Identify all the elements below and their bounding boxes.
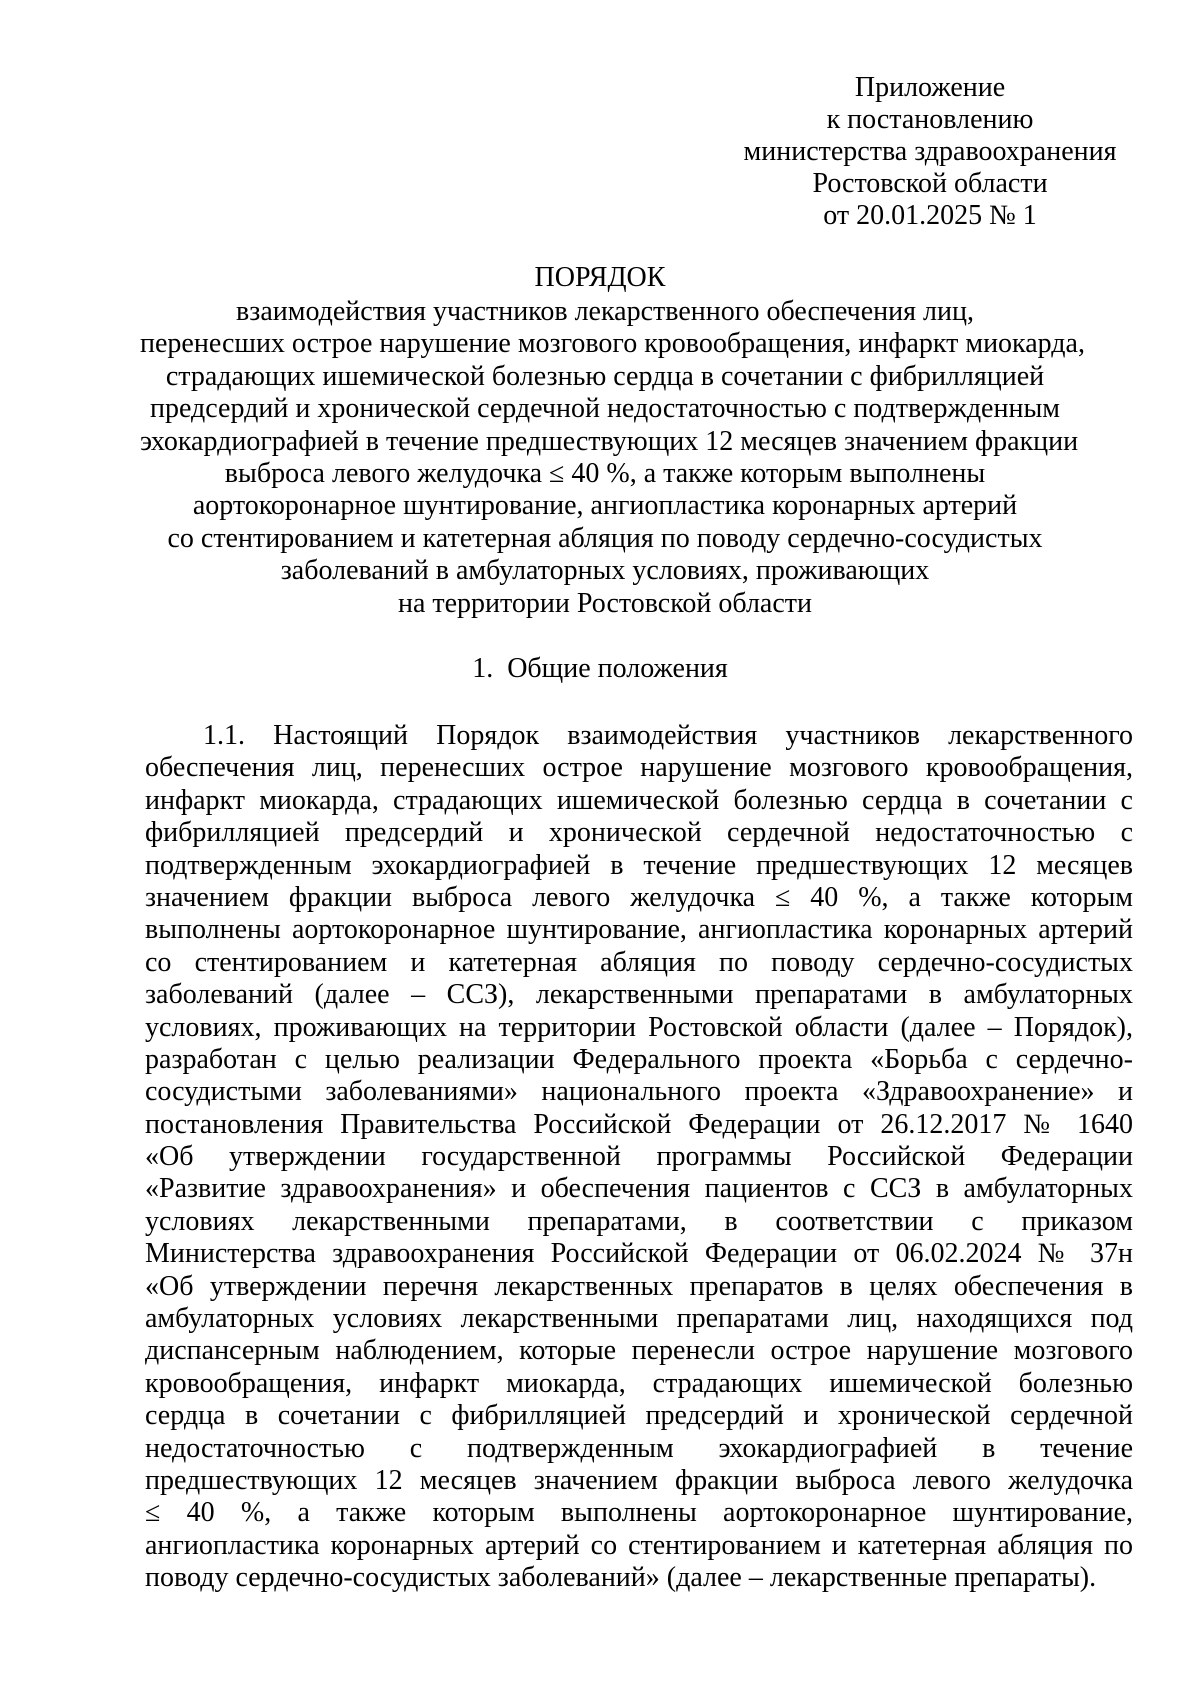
appendix-block <box>700 72 1160 232</box>
paragraph-line: сосудистыми заболеваниями» национального проекта «Здравоохранение» и <box>145 1076 1133 1108</box>
paragraph-line: разработан с целью реализации Федерального проекта «Борьба с сердечно- <box>145 1043 1133 1075</box>
subtitle-line: со стентированием и катетерная абляция по поводу сердечно-сосудистых <box>167 522 1043 554</box>
subtitle-line: аортокоронарное шунтирование, ангиопластика коронарных артерий <box>192 490 1018 522</box>
paragraph-line: сердца в сочетании с фибрилляцией предсердий и хронической сердечной <box>145 1400 1133 1432</box>
paragraph-line: кровообращения, инфаркт миокарда, страдающих ишемической болезнью <box>145 1367 1133 1399</box>
paragraph-line: условиях, проживающих на территории Ростовской области (далее – Порядок), <box>145 1011 1133 1043</box>
paragraph-line: амбулаторных условиях лекарственными препаратами лиц, находящихся под <box>145 1303 1133 1335</box>
subtitle-line: на территории Ростовской области <box>397 587 812 619</box>
paragraph-line: постановления Правительства Российской Федерации от 26.12.2017 № 1640 <box>145 1108 1133 1140</box>
paragraph-1-1 <box>145 720 1133 1595</box>
paragraph-line: фибрилляцией предсердий и хронической сердечной недостаточностью с <box>145 817 1133 849</box>
paragraph-line: ≤ 40 %, а также которым выполнены аортокоронарное шунтирование, <box>145 1497 1133 1529</box>
subtitle-line: перенесших острое нарушение мозгового кровообращения, инфаркт миокарда, <box>140 328 1085 360</box>
paragraph-line: заболеваний (далее – ССЗ), лекарственными препаратами в амбулаторных <box>145 979 1133 1011</box>
document-title: ПОРЯДОК <box>534 262 666 293</box>
paragraph-line: условиях лекарственными препаратами, в соответствии с приказом <box>145 1205 1133 1237</box>
section-title: Общие положения <box>507 653 728 684</box>
subtitle-line: заболеваний в амбулаторных условиях, проживающих <box>280 555 930 587</box>
paragraph-line: «Об утверждении государственной программы Российской Федерации <box>145 1141 1133 1173</box>
appendix-line: Ростовской области <box>812 168 1048 199</box>
paragraph-line: «Развитие здравоохранения» и обеспечения пациентов с ССЗ в амбулаторных <box>145 1173 1133 1205</box>
paragraph-line: ангиопластика коронарных артерий со стентированием и катетерная абляция по <box>145 1529 1133 1561</box>
appendix-line: к постановлению <box>826 104 1034 135</box>
paragraph-line: 1.1. Настоящий Порядок взаимодействия участников лекарственного <box>203 720 1133 751</box>
paragraph-line: обеспечения лиц, перенесших острое нарушение мозгового кровообращения, <box>145 752 1133 784</box>
paragraph-line: выполнены аортокоронарное шунтирование, ангиопластика коронарных артерий <box>145 914 1133 946</box>
subtitle-line: страдающих ишемической болезнью сердца в сочетании с фибрилляцией <box>165 360 1045 392</box>
subtitle-line: взаимодействия участников лекарственного обеспечения лиц, <box>236 296 974 327</box>
section-number: 1. <box>472 653 494 684</box>
paragraph-line: «Об утверждении перечня лекарственных препаратов в целях обеспечения в <box>145 1270 1133 1302</box>
paragraph-line: Министерства здравоохранения Российской Федерации от 06.02.2024 № 37н <box>145 1238 1133 1270</box>
paragraph-line: подтвержденным эхокардиографией в течение предшествующих 12 месяцев <box>145 849 1133 881</box>
paragraph-line: поводу сердечно-сосудистых заболеваний» (далее – лекарственные препараты). <box>145 1562 1097 1594</box>
paragraph-line: значением фракции выброса левого желудочка ≤ 40 %, а также которым <box>145 881 1133 913</box>
appendix-date-line: от 20.01.2025 № 1 <box>823 200 1037 231</box>
paragraph-line: диспансерным наблюдением, которые перенесли острое нарушение мозгового <box>145 1335 1133 1367</box>
paragraph-line: инфаркт миокарда, страдающих ишемической болезнью сердца в сочетании с <box>145 784 1133 816</box>
paragraph-line: предшествующих 12 месяцев значением фракции выброса левого желудочка <box>145 1464 1133 1496</box>
appendix-line: министерства здравоохранения <box>743 136 1117 167</box>
document-subtitle <box>140 296 1085 620</box>
subtitle-line: эхокардиографией в течение предшествующих 12 месяцев значением фракции <box>140 425 1079 457</box>
paragraph-line: со стентированием и катетерная абляция по поводу сердечно-сосудистых <box>145 946 1133 978</box>
subtitle-line: предсердий и хронической сердечной недостаточностью с подтвержденным <box>150 393 1060 425</box>
appendix-line: Приложение <box>854 72 1006 103</box>
paragraph-line: недостаточностью с подтвержденным эхокардиографией в течение <box>145 1432 1133 1464</box>
subtitle-line: выброса левого желудочка ≤ 40 %, а также которым выполнены <box>224 458 986 490</box>
section-heading <box>0 653 1200 685</box>
